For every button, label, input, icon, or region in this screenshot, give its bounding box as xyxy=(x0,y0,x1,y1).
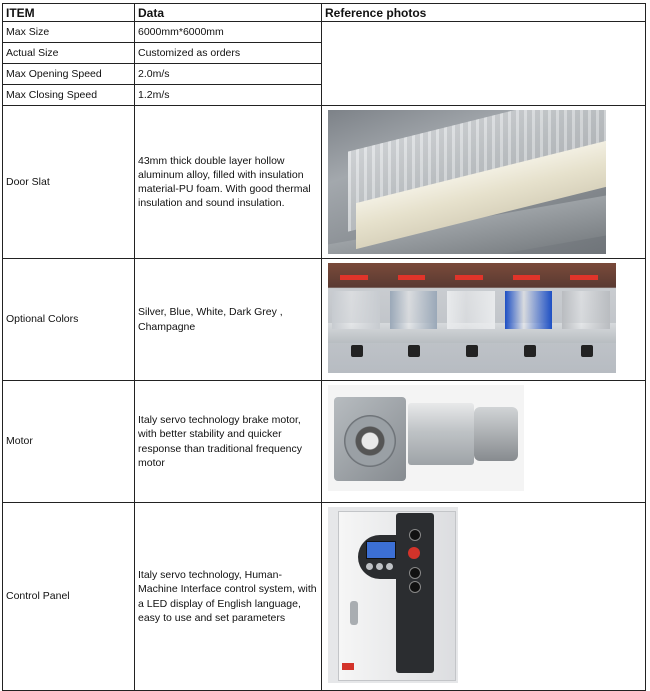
color-sample xyxy=(505,291,553,329)
rail-foot xyxy=(524,345,536,357)
item-cell: Door Slat xyxy=(3,106,135,259)
rail-foot xyxy=(408,345,420,357)
table-row xyxy=(3,381,646,503)
item-cell: Control Panel xyxy=(3,503,135,691)
item-cell: Actual Size xyxy=(3,43,135,64)
color-label-mark xyxy=(570,275,598,280)
item-cell: Motor xyxy=(3,381,135,503)
rail-foot xyxy=(581,345,593,357)
color-label-mark xyxy=(398,275,426,280)
item-cell: Max Closing Speed xyxy=(3,85,135,106)
rail-foot xyxy=(351,345,363,357)
color-sample xyxy=(332,291,380,329)
table-row xyxy=(3,106,646,259)
table-row xyxy=(3,22,646,43)
item-cell: Max Size xyxy=(3,22,135,43)
data-cell: Italy servo technology brake motor, with better stability and quicker response than traditional frequency motor xyxy=(135,381,322,503)
empty-photo-cell xyxy=(322,22,646,106)
data-cell: 43mm thick double layer hollow aluminum alloy, filled with insulation material-PU foam. With good thermal insulation and sound insulation. xyxy=(135,106,322,259)
photo-cell xyxy=(322,381,646,503)
photo-cell xyxy=(322,503,646,691)
optional-colors-photo xyxy=(328,263,616,373)
door-slat-photo xyxy=(328,110,606,254)
data-cell: Silver, Blue, White, Dark Grey , Champagne xyxy=(135,259,322,381)
photo-cell xyxy=(322,106,646,259)
rail-foot xyxy=(466,345,478,357)
table-row xyxy=(3,503,646,691)
motor-photo xyxy=(328,385,524,491)
data-cell: Italy servo technology, Human-Machine Interface control system, with a LED display of English language, easy to use and set parameters xyxy=(135,503,322,691)
color-label-mark xyxy=(340,275,368,280)
data-cell: Customized as orders xyxy=(135,43,322,64)
data-cell: 6000mm*6000mm xyxy=(135,22,322,43)
color-label-mark xyxy=(455,275,483,280)
header-photos: Reference photos xyxy=(322,4,646,22)
item-cell: Optional Colors xyxy=(3,259,135,381)
color-sample xyxy=(562,291,610,329)
item-cell: Max Opening Speed xyxy=(3,64,135,85)
data-cell: 2.0m/s xyxy=(135,64,322,85)
data-cell: 1.2m/s xyxy=(135,85,322,106)
spec-table xyxy=(2,3,646,691)
control-panel-photo xyxy=(328,507,458,683)
table-header xyxy=(3,4,646,22)
color-sample xyxy=(390,291,438,329)
color-label-mark xyxy=(513,275,541,280)
header-data: Data xyxy=(135,4,322,22)
table-row xyxy=(3,259,646,381)
color-sample xyxy=(447,291,495,329)
photo-cell xyxy=(322,259,646,381)
header-item: ITEM xyxy=(3,4,135,22)
